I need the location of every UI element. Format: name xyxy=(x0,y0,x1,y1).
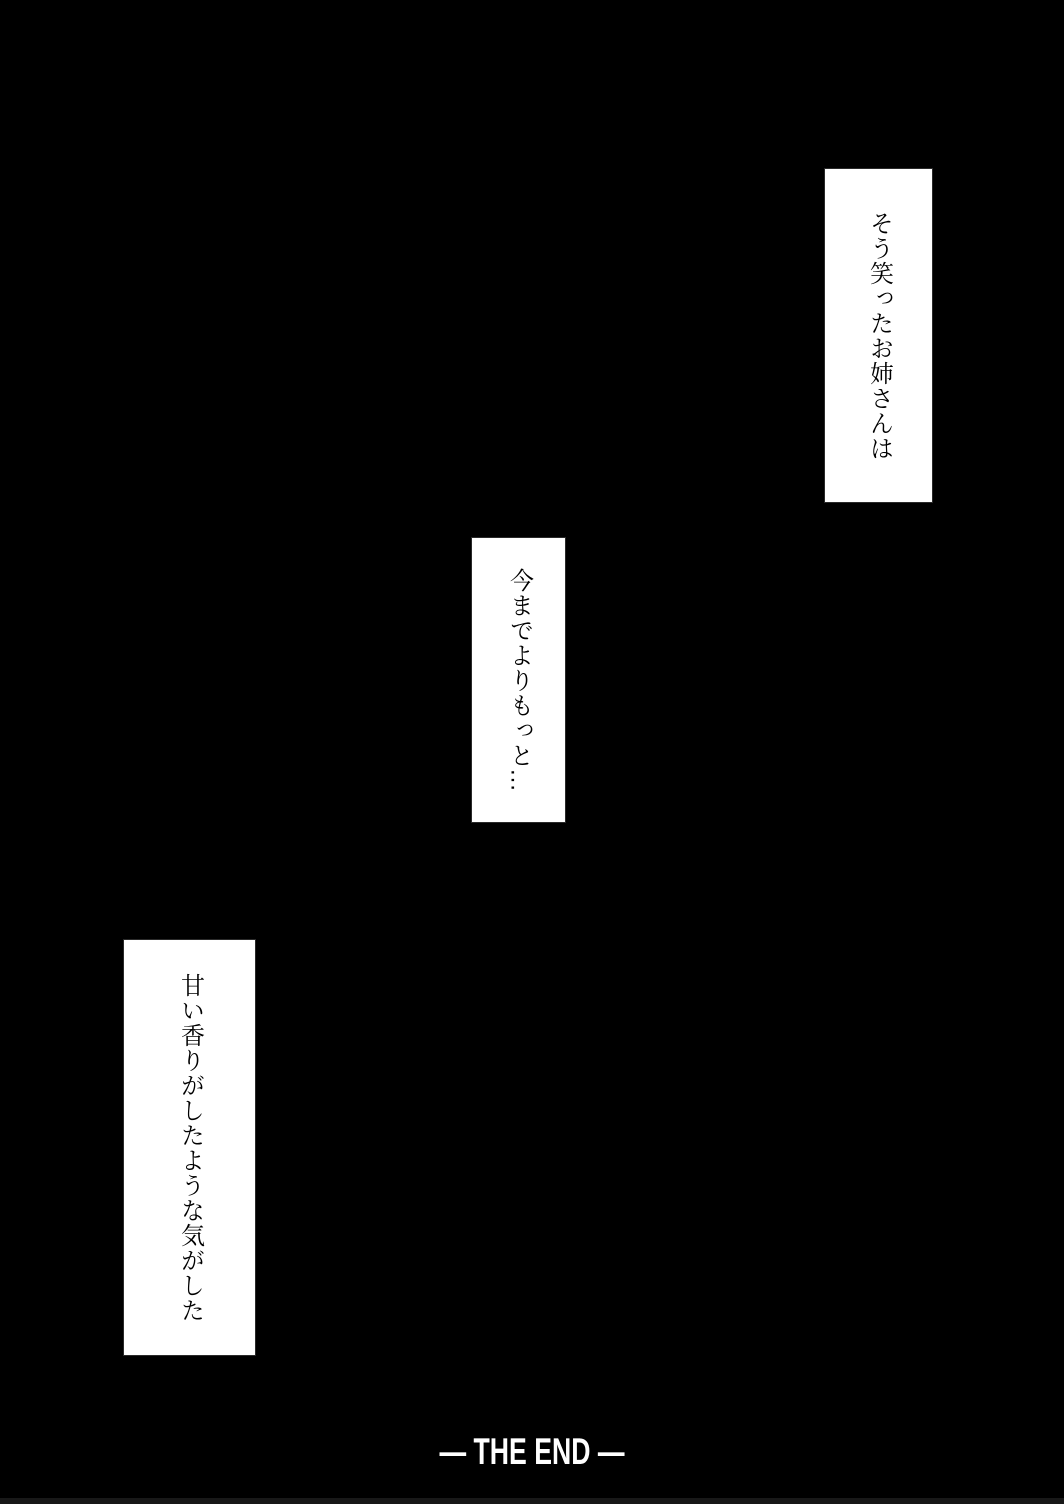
caption-text-bottom-left: 甘い香りがしたような気がした xyxy=(176,972,204,1323)
caption-text-top-right: そう笑ったお姉さんは xyxy=(865,210,893,461)
the-end-label: — THE END — xyxy=(439,1431,625,1472)
caption-panel-bottom-left xyxy=(124,940,255,1355)
caption-text-middle: 今までよりもっと… xyxy=(505,567,533,793)
caption-panel-middle xyxy=(472,538,565,822)
bottom-edge-strip xyxy=(0,1498,1064,1504)
caption-panel-top-right xyxy=(825,169,932,502)
